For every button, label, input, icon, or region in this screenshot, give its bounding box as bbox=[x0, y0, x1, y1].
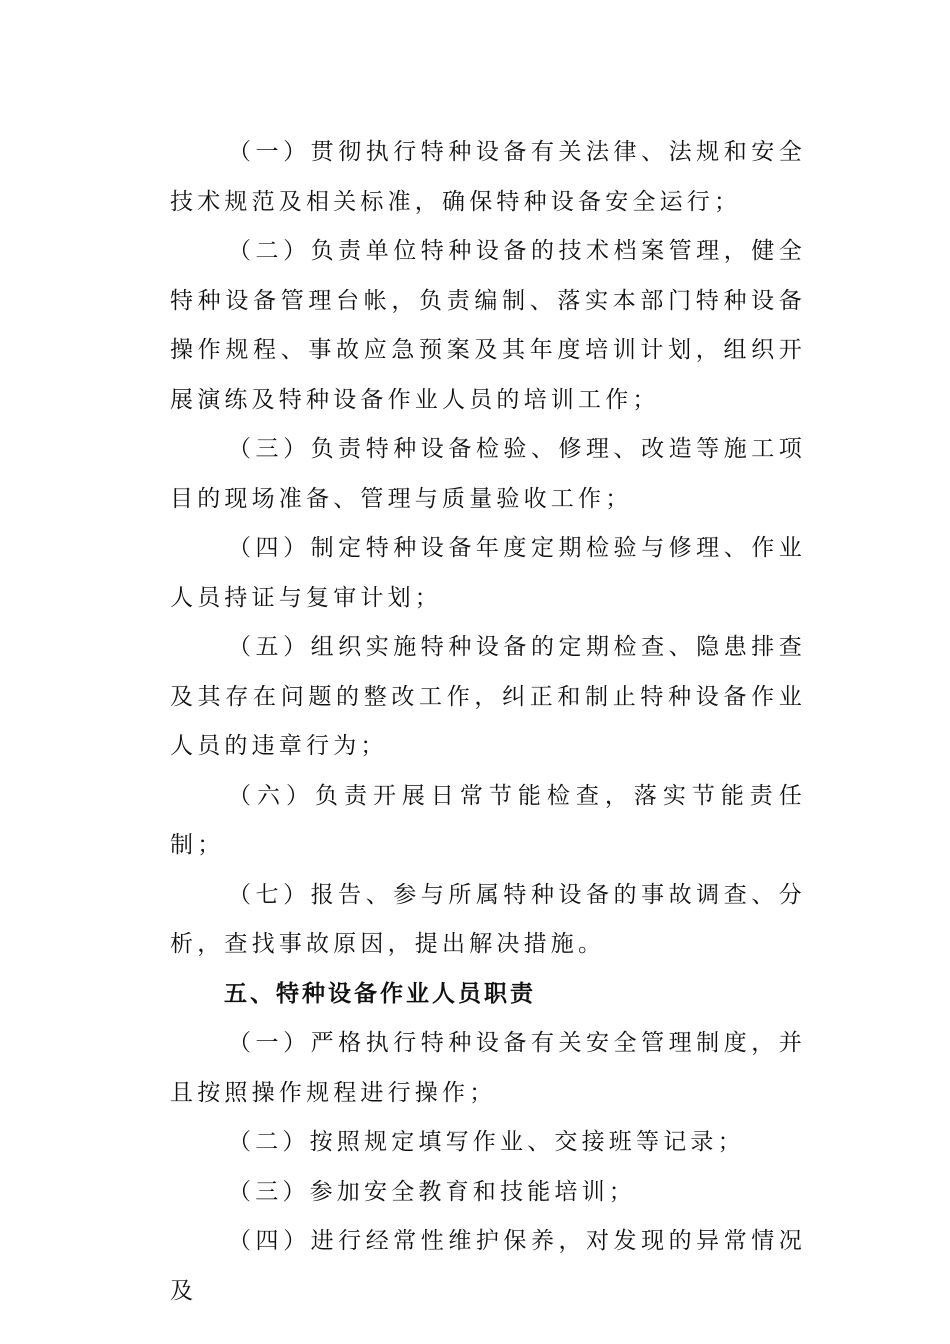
duty-item-3: （三）参加安全教育和技能培训； bbox=[228, 1178, 636, 1205]
paragraph-item-2: （二）负责单位特种设备的技术档案管理，健全特种设备管理台帐，负责编制、落实本部门特种设备操作规程、事故应急预案及其年度培训计划，组织开展演练及特种设备作业人员的培训工作； bbox=[170, 238, 806, 413]
section-heading: 五、特种设备作业人员职责 bbox=[224, 980, 536, 1007]
paragraph-item-5: （五）组织实施特种设备的定期检查、隐患排查及其存在问题的整改工作，纠正和制止特种设备作业人员的违章行为； bbox=[170, 634, 806, 759]
paragraph-item-6: （六）负责开展日常节能检查，落实节能责任制； bbox=[170, 782, 806, 858]
duty-item-4: （四）进行经常性维护保养，对发现的异常情况及 bbox=[170, 1228, 806, 1304]
duty-item-2: （二）按照规定填写作业、交接班等记录； bbox=[228, 1129, 745, 1155]
duty-item-1: （一）严格执行特种设备有关安全管理制度，并且按照操作规程进行操作； bbox=[170, 1030, 806, 1106]
paragraph-item-1: （一）贯彻执行特种设备有关法律、法规和安全技术规范及相关标准，确保特种设备安全运行； bbox=[170, 139, 806, 215]
document-body bbox=[170, 128, 806, 1316]
paragraph-item-3: （三）负责特种设备检验、修理、改造等施工项目的现场准备、管理与质量验收工作； bbox=[170, 436, 806, 512]
paragraph-item-7: （七）报告、参与所属特种设备的事故调查、分析，查找事故原因，提出解决措施。 bbox=[170, 881, 806, 957]
paragraph-item-4: （四）制定特种设备年度定期检验与修理、作业人员持证与复审计划； bbox=[170, 535, 806, 611]
